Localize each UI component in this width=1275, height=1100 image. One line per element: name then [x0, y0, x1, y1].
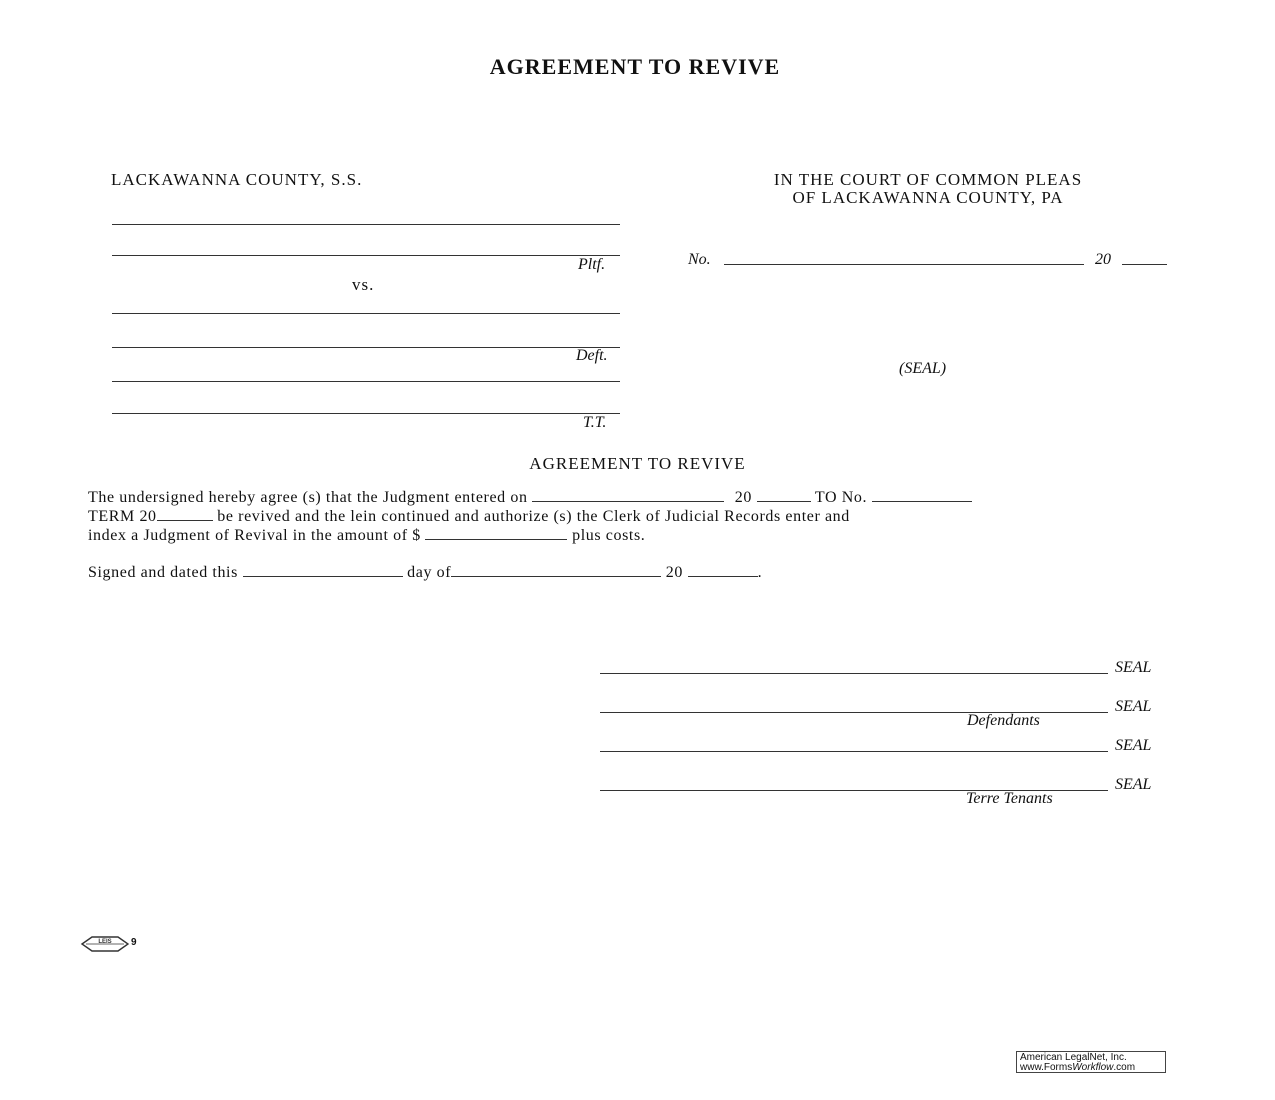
seal-label-3: SEAL	[1115, 737, 1152, 754]
terre-tenant-label: T.T.	[583, 414, 607, 431]
defendant-line-2[interactable]	[112, 347, 620, 348]
publisher-footer	[1016, 1051, 1166, 1073]
judgment-date-field[interactable]	[532, 500, 724, 502]
signed-text-a: Signed and dated this	[88, 564, 238, 581]
case-number-line[interactable]	[724, 264, 1084, 265]
court-heading-line-1: IN THE COURT OF COMMON PLEAS	[773, 170, 1083, 189]
defendant-line-1[interactable]	[112, 313, 620, 314]
county-heading: LACKAWANNA COUNTY, S.S.	[111, 170, 363, 189]
svg-text:LEIS: LEIS	[98, 939, 112, 945]
signed-text-end: .	[757, 564, 763, 581]
defendants-label: Defendants	[967, 712, 1040, 729]
signed-year-field[interactable]	[688, 575, 758, 577]
para3-text-a: index a Judgment of Revival in the amount of $	[88, 527, 421, 544]
footer-line-2	[1020, 1063, 1165, 1073]
case-year-line[interactable]	[1122, 264, 1167, 265]
footer-line-2b: Workflow	[1072, 1062, 1114, 1073]
document-title: AGREEMENT TO REVIVE	[489, 54, 781, 79]
judgment-year-field[interactable]	[757, 500, 811, 502]
signed-text-b: day of	[407, 564, 452, 581]
term-year-field[interactable]	[157, 519, 213, 521]
signature-line-3[interactable]	[600, 751, 1108, 752]
signature-line-1[interactable]	[600, 673, 1108, 674]
publisher-logo-icon	[80, 934, 130, 954]
signed-day-field[interactable]	[243, 575, 403, 577]
plaintiff-line-2[interactable]	[112, 255, 620, 256]
publisher-logo	[80, 934, 130, 954]
footer-line-1: American LegalNet, Inc.	[1020, 1052, 1127, 1063]
seal-placeholder: (SEAL)	[899, 360, 947, 377]
paragraph-line-3	[88, 527, 645, 545]
footer-line-2a: www.Forms	[1020, 1062, 1073, 1073]
revival-amount-field[interactable]	[425, 538, 567, 540]
paragraph-line-2	[88, 508, 850, 526]
terre-tenants-label: Terre Tenants	[966, 790, 1053, 807]
para2-text-b: be revived and the lein continued and authorize (s) the Clerk of Judicial Records enter and	[217, 508, 850, 525]
number-label: No.	[688, 251, 711, 268]
para2-text-a: TERM 20	[88, 508, 157, 525]
section-title: AGREEMENT TO REVIVE	[529, 454, 746, 473]
seal-label-4: SEAL	[1115, 776, 1152, 793]
para1-text-b: 20	[734, 489, 752, 506]
versus-label: vs.	[352, 275, 375, 294]
footer-line-2c: .com	[1113, 1062, 1136, 1073]
defendant-label: Deft.	[576, 347, 608, 364]
plaintiff-line-1[interactable]	[112, 224, 620, 225]
signed-line	[88, 564, 762, 582]
terre-tenant-line-1[interactable]	[112, 381, 620, 382]
court-heading-line-2: OF LACKAWANNA COUNTY, PA	[792, 188, 1064, 207]
paragraph-line-1	[88, 489, 972, 507]
signed-month-field[interactable]	[451, 575, 661, 577]
year-prefix: 20	[1095, 251, 1111, 268]
para3-text-b: plus costs.	[572, 527, 646, 544]
seal-label-2: SEAL	[1115, 698, 1152, 715]
para1-text-a: The undersigned hereby agree (s) that the Judgment entered on	[88, 489, 528, 506]
para1-text-c: TO No.	[814, 489, 868, 506]
judgment-number-field[interactable]	[872, 500, 972, 502]
seal-label-1: SEAL	[1115, 659, 1152, 676]
terre-tenant-line-2[interactable]	[112, 413, 620, 414]
page-number: 9	[131, 937, 137, 948]
plaintiff-label: Pltf.	[578, 256, 606, 273]
signed-text-c: 20	[665, 564, 683, 581]
